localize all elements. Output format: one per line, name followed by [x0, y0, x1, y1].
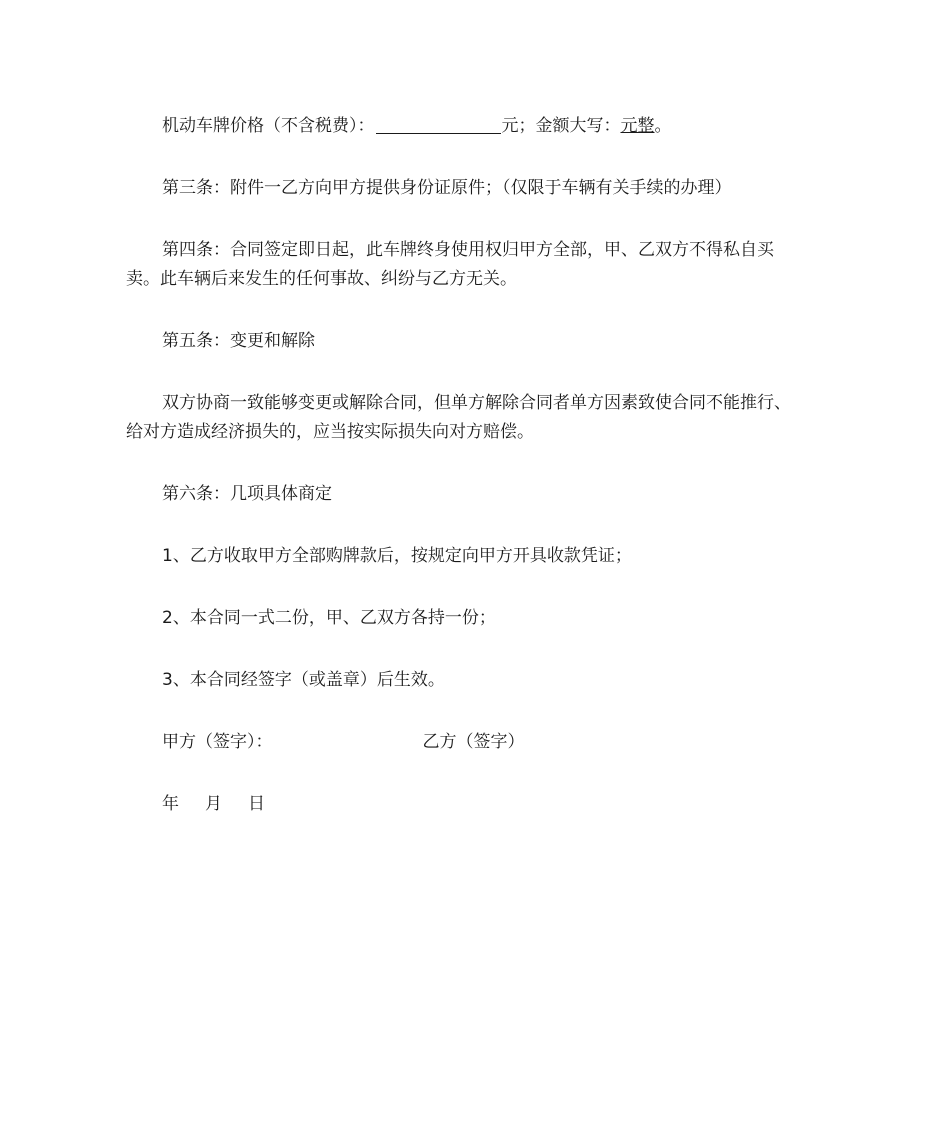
date-month: 月 — [205, 794, 222, 814]
article-6-item-1: 1、乙方收取甲方全部购牌款后，按规定向甲方开具收款凭证； — [162, 546, 632, 566]
article-5-line-1: 双方协商一致能够变更或解除合同，但单方解除合同者单方因素致使合同不能推行、 — [162, 393, 791, 413]
price-end: 。 — [654, 116, 672, 136]
article-6-item-3: 3、本合同经签字（或盖章）后生效。 — [162, 670, 445, 690]
signature-line — [126, 727, 862, 758]
date-year: 年 — [162, 794, 179, 814]
party-a-signature-label: 甲方（签字）： — [162, 732, 273, 752]
article-3: 第三条：附件一乙方向甲方提供身份证原件；（仅限于车辆有关手续的办理） — [162, 178, 732, 198]
article-4-line-2: 卖。此车辆后来发生的任何事故、纠纷与乙方无关。 — [126, 269, 517, 289]
party-b-signature-label: 乙方（签字） — [422, 732, 525, 752]
date-line — [126, 789, 862, 820]
price-blank — [376, 115, 501, 134]
article-6-heading: 第六条：几项具体商定 — [162, 484, 332, 504]
article-5-line-2: 给对方造成经济损失的，应当按实际损失向对方赔偿。 — [126, 422, 534, 442]
article-5-heading: 第五条：变更和解除 — [162, 331, 315, 351]
article-6-item-2: 2、本合同一式二份，甲、乙双方各持一份； — [162, 608, 496, 628]
price-unit-suffix: 元；金额大写： — [501, 116, 621, 136]
price-line — [126, 111, 862, 142]
date-day: 日 — [248, 794, 265, 814]
article-4-line-1: 第四条：合同签定即日起，此车牌终身使用权归甲方全部，甲、乙双方不得私自买 — [162, 240, 774, 260]
price-amount-underlined: 元整 — [620, 116, 655, 136]
price-label: 机动车牌价格（不含税费）： — [162, 116, 375, 136]
